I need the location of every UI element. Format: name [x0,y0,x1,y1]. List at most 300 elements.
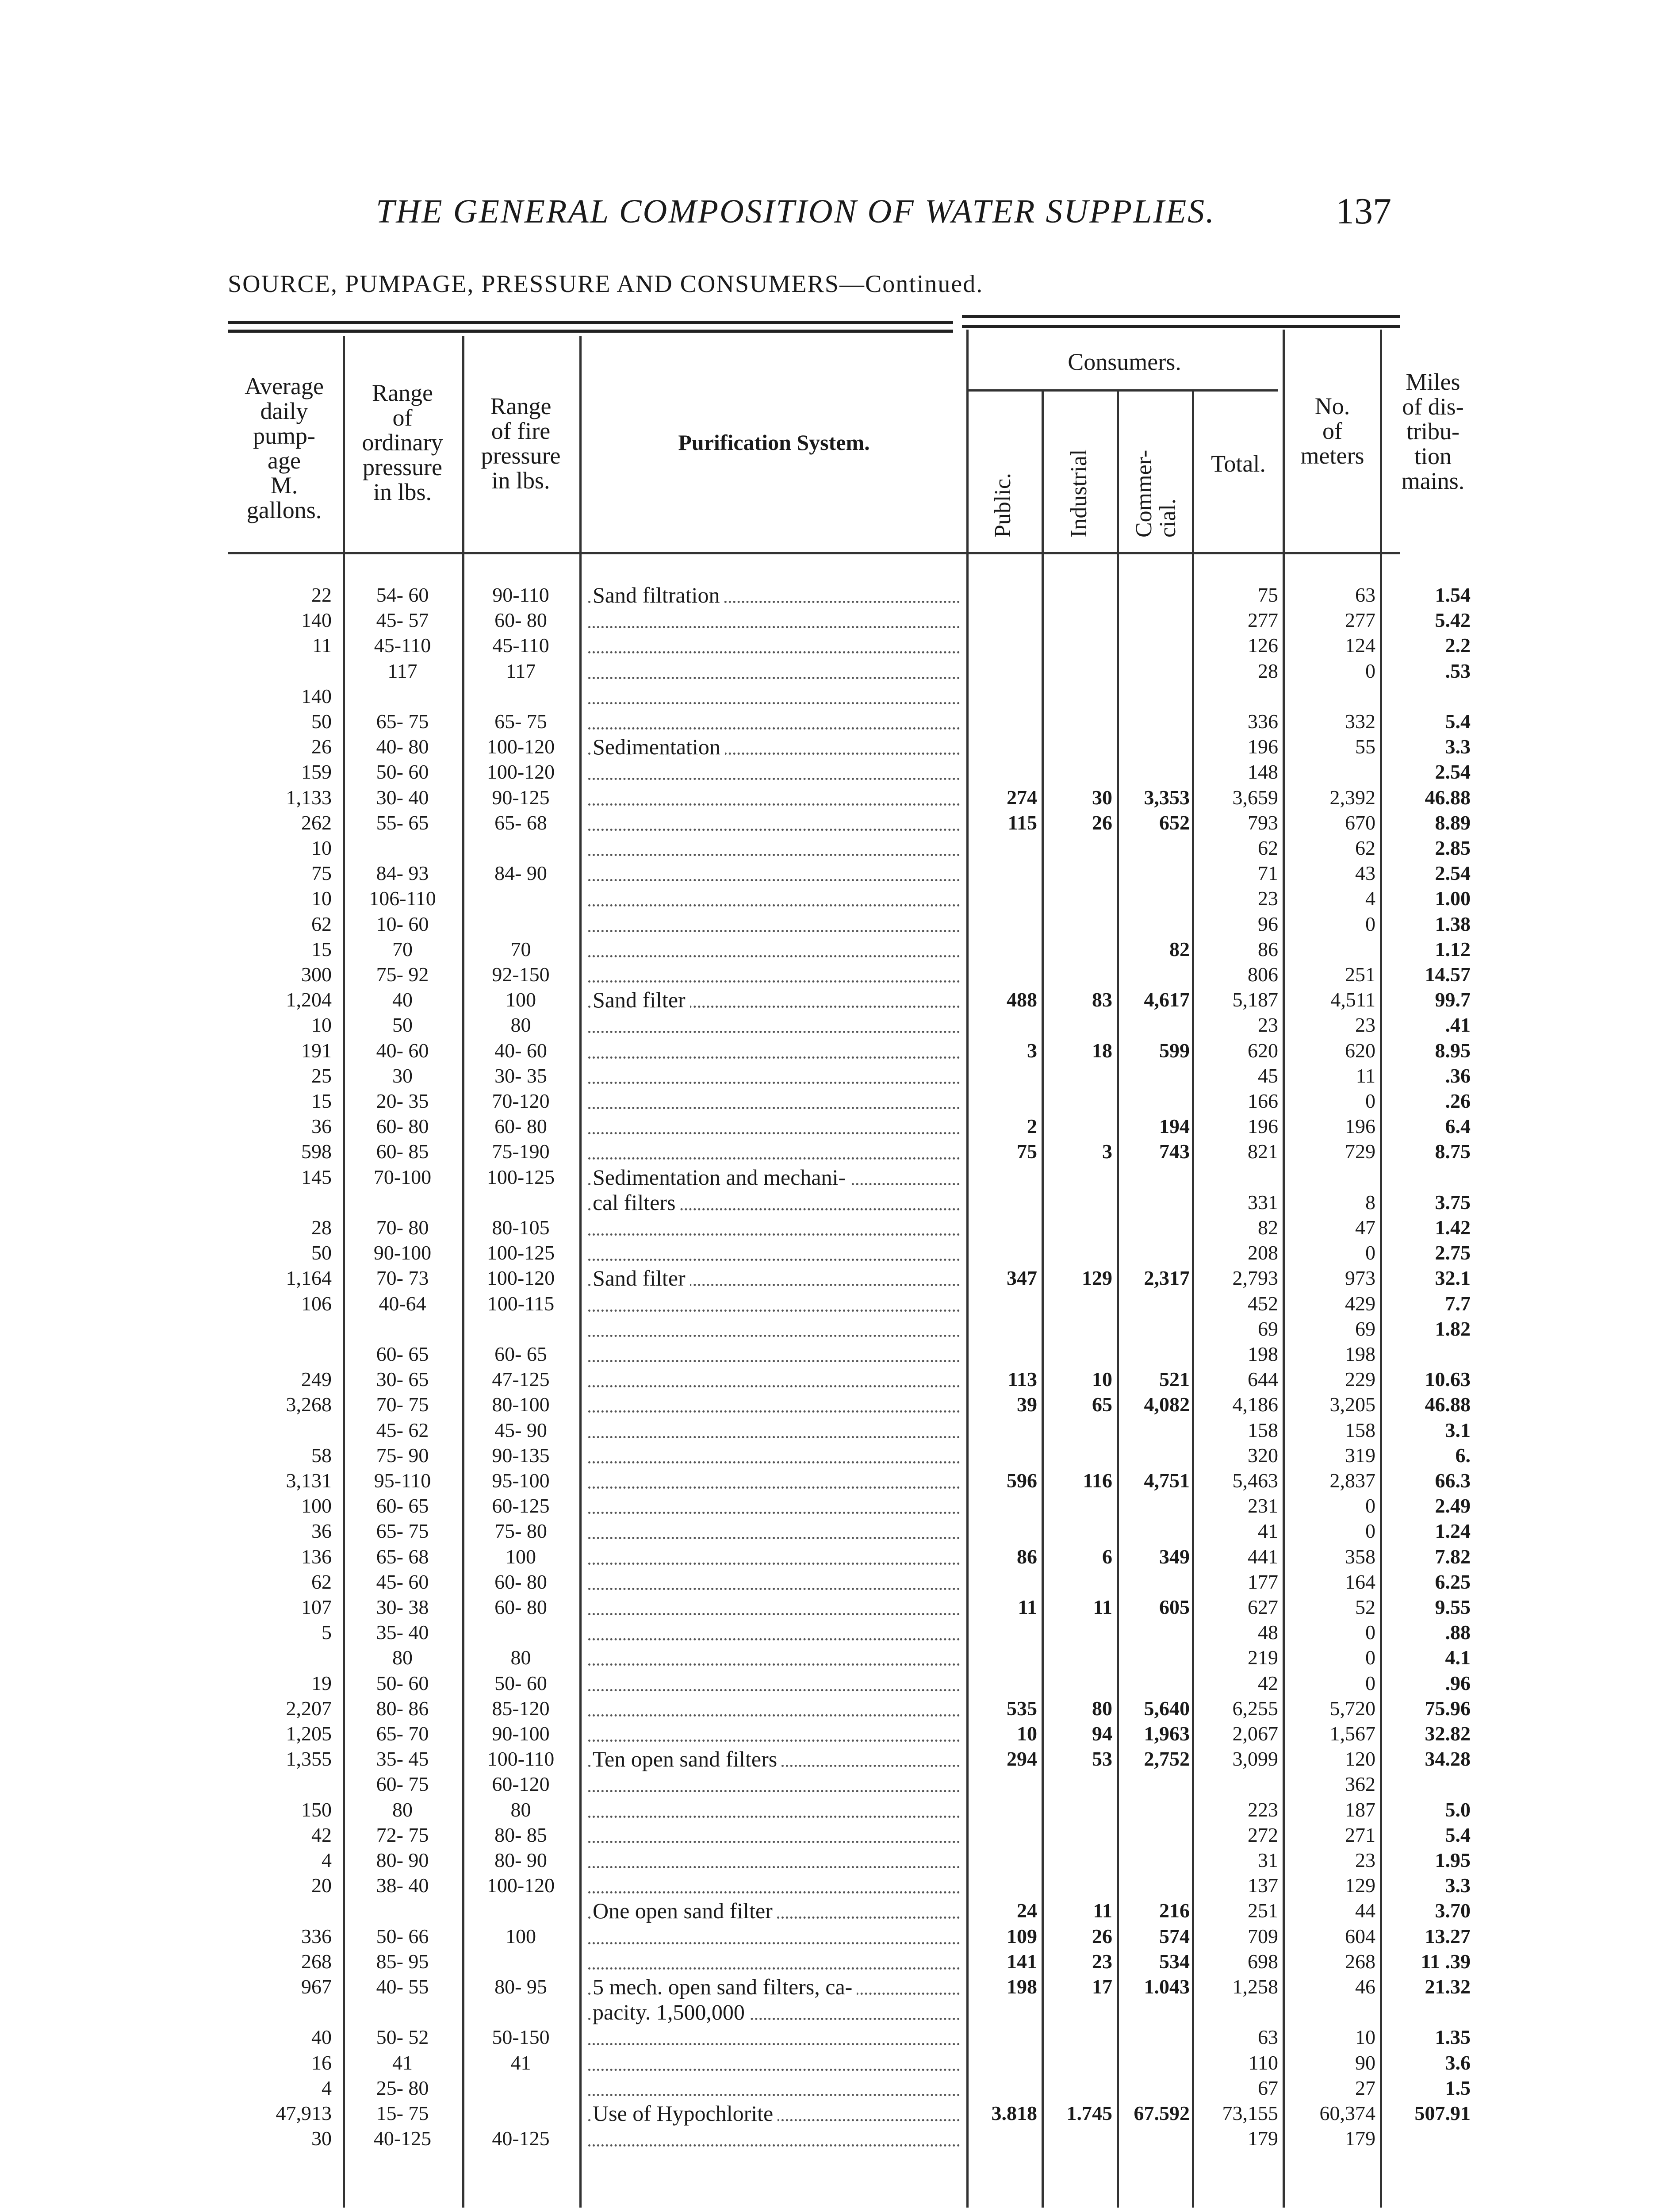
cell-ordinary: 60- 75 [376,1773,429,1796]
cell-commercial: 216 [1159,1899,1190,1922]
cell-miles: 8.89 [1435,811,1471,834]
cell-ordinary: 40- 55 [376,1975,429,1998]
cell-total: 126 [1248,634,1278,657]
cell-ordinary: 117 [387,659,418,682]
cell-commercial: 652 [1159,811,1190,834]
cell-ordinary: 80- 90 [376,1849,429,1871]
cell-meters: 362 [1345,1773,1375,1796]
cell-miles: 1.12 [1435,937,1471,960]
cell-meters: 47 [1355,1216,1375,1239]
cell-public: 141 [1007,1950,1037,1973]
cell-meters: 69 [1355,1317,1375,1340]
cell-miles: 2.75 [1435,1241,1471,1264]
cell-public: 347 [1007,1267,1037,1290]
cell-industrial: 80 [1092,1697,1112,1720]
cell-fire: 70-120 [492,1090,550,1112]
cell-total: 31 [1258,1849,1278,1871]
cell-total: 2,067 [1232,1722,1278,1745]
cell-meters: 271 [1345,1823,1375,1846]
cell-meters: 268 [1345,1950,1375,1973]
cell-meters: 332 [1345,710,1375,733]
dot-leader [588,1107,960,1109]
cell-total: 644 [1248,1368,1278,1391]
cell-pumpage: 62 [311,912,332,935]
cell-total: 28 [1258,659,1278,682]
cell-miles: .88 [1445,1621,1471,1644]
cell-total: 331 [1248,1190,1278,1214]
cell-fire: 80- 85 [494,1823,547,1846]
cell-miles: 46.88 [1425,1393,1471,1416]
cell-pumpage: 50 [311,1241,332,1264]
dot-leader [588,1056,960,1059]
cell-public: 113 [1007,1368,1037,1391]
cell-pumpage: 4 [322,1849,332,1871]
cell-total: 48 [1258,1621,1278,1644]
cell-purification: Sand filter [593,1267,690,1289]
cell-pumpage: 4 [322,2076,332,2099]
cell-pumpage: 145 [301,1165,332,1188]
cell-ordinary: 84- 93 [376,862,429,885]
cell-purification: cal filters [593,1191,680,1214]
cell-fire: 60- 80 [494,1115,547,1138]
cell-miles: 32.1 [1435,1267,1471,1290]
cell-fire: 100-125 [486,1241,555,1264]
cell-miles: 13.27 [1425,1924,1471,1947]
cell-fire: 117 [506,659,536,682]
cell-commercial: 82 [1169,937,1190,960]
cell-meters: 90 [1355,2051,1375,2074]
cell-purification: pacity. 1,500,000 [593,2001,749,2023]
cell-fire: 100-120 [486,1874,555,1897]
cell-ordinary: 70-100 [373,1165,432,1188]
cell-public: 274 [1007,786,1037,809]
cell-public: 596 [1007,1469,1037,1492]
cell-pumpage: 47,913 [276,2102,332,2124]
header-purification-system: Purification System. [678,430,870,455]
cell-fire: 60- 80 [494,1570,547,1593]
cell-meters: 0 [1365,1241,1375,1264]
cell-meters: 973 [1345,1267,1375,1290]
cell-fire: 45- 90 [494,1418,547,1441]
cell-commercial: 4,751 [1144,1469,1190,1492]
cell-fire: 30- 35 [494,1064,547,1087]
cell-total: 320 [1248,1444,1278,1467]
cell-miles: 3.75 [1435,1190,1471,1214]
cell-pumpage: 15 [311,1090,332,1112]
cell-miles: 2.54 [1435,862,1471,885]
cell-total: 4,186 [1232,1393,1278,1416]
cell-pumpage: 1,164 [286,1267,332,1290]
cell-miles: 8.75 [1435,1140,1471,1163]
cell-fire: 65- 68 [494,811,547,834]
cell-miles: 2.54 [1435,760,1471,783]
cell-meters: 358 [1345,1545,1375,1568]
cell-total: 73,155 [1222,2102,1278,2124]
cell-fire: 80 [510,1014,531,1037]
cell-total: 219 [1248,1646,1278,1669]
cell-total: 196 [1248,735,1278,758]
header-industrial: Industrial [1066,449,1092,538]
cell-miles: 1.35 [1435,2026,1471,2049]
cell-meters: 52 [1355,1596,1375,1618]
dot-leader [588,1385,960,1387]
cell-commercial: 534 [1159,1950,1190,1973]
header-pumpage: Average daily pump- age M. gallons. [245,373,324,523]
cell-miles: 1.38 [1435,912,1471,935]
cell-pumpage: 2,207 [286,1697,332,1720]
cell-ordinary: 70- 75 [376,1393,429,1416]
cell-public: 3.818 [991,2102,1037,2124]
cell-total: 709 [1248,1924,1278,1947]
cell-meters: 124 [1345,634,1375,657]
dot-leader [588,1866,960,1868]
cell-commercial: 599 [1159,1039,1190,1062]
cell-meters: 63 [1355,584,1375,606]
cell-public: 115 [1007,811,1037,834]
cell-pumpage: 5 [322,1621,332,1644]
dot-leader [588,702,960,704]
cell-commercial: 2,752 [1144,1747,1190,1770]
cell-pumpage: 150 [301,1798,332,1821]
cell-public: 11 [1018,1596,1037,1618]
cell-pumpage: 107 [301,1596,332,1618]
cell-pumpage: 11 [312,634,332,657]
cell-ordinary: 95-110 [374,1469,431,1492]
cell-fire: 47-125 [492,1368,550,1391]
cell-purification: 5 mech. open sand filters, ca- [593,1976,857,1998]
cell-meters: 8 [1365,1190,1375,1214]
dot-leader [588,1461,960,1463]
header-commercial: Commer-cial. [1131,449,1180,538]
cell-public: 39 [1017,1393,1037,1416]
cell-fire: 90-125 [492,786,550,809]
cell-miles: 14.57 [1425,963,1471,986]
dot-leader [588,930,960,932]
cell-miles: 3.3 [1445,1874,1471,1897]
cell-ordinary: 30 [392,1064,413,1087]
cell-total: 272 [1248,1823,1278,1846]
cell-ordinary: 70 [392,937,413,960]
cell-miles: 3.3 [1445,735,1471,758]
cell-fire: 80- 95 [494,1975,547,1998]
cell-total: 277 [1248,609,1278,632]
cell-fire: 100-120 [486,1267,555,1290]
cell-ordinary: 50 [392,1014,413,1037]
cell-industrial: 3 [1102,1140,1112,1163]
cell-total: 69 [1258,1317,1278,1340]
cell-purification: Sedimentation [593,736,725,758]
cell-public: 24 [1017,1899,1037,1922]
cell-fire: 80 [510,1798,531,1821]
cell-public: 2 [1027,1115,1037,1138]
cell-miles: 99.7 [1435,988,1471,1011]
cell-ordinary: 30- 38 [376,1596,429,1618]
cell-meters: 120 [1345,1747,1375,1770]
cell-meters: 46 [1355,1975,1375,1998]
cell-total: 452 [1248,1292,1278,1315]
cell-pumpage: 58 [311,1444,332,1467]
cell-pumpage: 100 [301,1494,332,1517]
header-meters: No. of meters [1300,393,1364,469]
cell-miles: 8.95 [1435,1039,1471,1062]
cell-meters: 319 [1345,1444,1375,1467]
cell-pumpage: 19 [311,1671,332,1694]
cell-miles: 5.0 [1445,1798,1471,1821]
dot-leader [588,904,960,906]
dot-leader [588,2094,960,2096]
cell-commercial: 1.043 [1144,1975,1190,1998]
cell-ordinary: 40-125 [373,2127,432,2150]
cell-pumpage: 300 [301,963,332,986]
cell-meters: 2,392 [1329,786,1375,809]
cell-miles: 3.1 [1445,1418,1471,1441]
cell-pumpage: 10 [311,1014,332,1037]
cell-pumpage: 15 [311,937,332,960]
cell-ordinary: 75- 92 [376,963,429,986]
cell-commercial: 2,317 [1144,1267,1190,1290]
cell-miles: .26 [1445,1090,1471,1112]
cell-commercial: 574 [1159,1924,1190,1947]
cell-total: 41 [1258,1520,1278,1543]
dot-leader [588,854,960,856]
cell-ordinary: 25- 80 [376,2076,429,2099]
cell-pumpage: 262 [301,811,332,834]
cell-miles: 34.28 [1425,1747,1471,1770]
cell-fire: 70 [510,937,531,960]
cell-meters: 251 [1345,963,1375,986]
cell-fire: 85-120 [492,1697,550,1720]
cell-total: 251 [1248,1899,1278,1922]
cell-fire: 75- 80 [494,1520,547,1543]
cell-miles: 66.3 [1435,1469,1471,1492]
cell-fire: 92-150 [492,963,550,986]
cell-commercial: 349 [1159,1545,1190,1568]
cell-fire: 60-120 [492,1773,550,1796]
cell-total: 71 [1258,862,1278,885]
cell-miles: 6.4 [1445,1115,1471,1138]
cell-public: 109 [1007,1924,1037,1947]
cell-pumpage: 40 [311,2026,332,2049]
dot-leader [588,879,960,881]
cell-total: 82 [1258,1216,1278,1239]
cell-ordinary: 45- 60 [376,1570,429,1593]
cell-fire: 60- 65 [494,1343,547,1365]
dot-leader [588,1663,960,1666]
cell-miles: .96 [1445,1671,1471,1694]
cell-pumpage: 1,355 [286,1747,332,1770]
cell-ordinary: 35- 45 [376,1747,429,1770]
cell-total: 177 [1248,1570,1278,1593]
header-total: Total. [1211,450,1266,477]
dot-leader [588,803,960,806]
dot-leader [588,1132,960,1134]
cell-total: 166 [1248,1090,1278,1112]
cell-public: 10 [1017,1722,1037,1745]
cell-fire: 90-135 [492,1444,550,1467]
cell-total: 75 [1258,584,1278,606]
cell-pumpage: 191 [301,1039,332,1062]
cell-miles: 46.88 [1425,786,1471,809]
cell-ordinary: 10- 60 [376,912,429,935]
cell-total: 148 [1248,760,1278,783]
dot-leader [588,1360,960,1362]
running-head: THE GENERAL COMPOSITION OF WATER SUPPLIES. [376,193,1216,230]
cell-meters: 670 [1345,811,1375,834]
cell-purification: Use of Hypochlorite [593,2102,778,2124]
cell-commercial: 605 [1159,1596,1190,1618]
dot-leader [588,1942,960,1944]
cell-ordinary: 40-64 [379,1292,426,1315]
cell-ordinary: 45- 57 [376,609,429,632]
cell-ordinary: 55- 65 [376,811,429,834]
cell-public: 3 [1027,1039,1037,1062]
cell-miles: 1.00 [1435,887,1471,910]
cell-public: 488 [1007,988,1037,1011]
dot-leader [588,1588,960,1590]
cell-meters: 179 [1345,2127,1375,2150]
cell-pumpage: 598 [301,1140,332,1163]
dot-leader [588,1563,960,1565]
cell-meters: 604 [1345,1924,1375,1947]
cell-fire: 100-120 [486,735,555,758]
dot-leader [588,1310,960,1312]
cell-fire: 100-125 [486,1165,555,1188]
cell-purification: Sand filter [593,989,690,1011]
dot-leader [588,1638,960,1640]
cell-miles: 4.1 [1445,1646,1471,1669]
cell-total: 5,187 [1232,988,1278,1011]
cell-pumpage: 50 [311,710,332,733]
cell-miles: 7.7 [1445,1292,1471,1315]
cell-fire: 60-125 [492,1494,550,1517]
cell-fire: 84- 90 [494,862,547,885]
cell-miles: 5.4 [1445,710,1471,733]
cell-ordinary: 65- 68 [376,1545,429,1568]
cell-purification: Sand filtration [593,584,724,606]
cell-commercial: 3,353 [1144,786,1190,809]
cell-ordinary: 70- 73 [376,1267,429,1290]
cell-total: 67 [1258,2076,1278,2099]
cell-meters: 0 [1365,912,1375,935]
cell-ordinary: 54- 60 [376,584,429,606]
cell-fire: 40- 60 [494,1039,547,1062]
cell-meters: 11 [1356,1064,1375,1087]
cell-pumpage: 140 [301,609,332,632]
cell-ordinary: 50- 66 [376,1924,429,1947]
cell-commercial: 67.592 [1134,2102,1190,2124]
cell-pumpage: 3,268 [286,1393,332,1416]
cell-miles: 5.42 [1435,609,1471,632]
dot-leader [588,1486,960,1489]
page-number: 137 [1336,191,1391,232]
dot-leader [588,1816,960,1818]
cell-pumpage: 25 [311,1064,332,1087]
cell-total: 1,258 [1232,1975,1278,1998]
cell-industrial: 6 [1102,1545,1112,1568]
dot-leader [588,677,960,679]
cell-total: 620 [1248,1039,1278,1062]
dot-leader [588,1689,960,1691]
cell-fire: 45-110 [492,634,549,657]
dot-leader [588,2043,960,2045]
cell-total: 45 [1258,1064,1278,1087]
cell-fire: 100-110 [487,1747,555,1770]
cell-total: 86 [1258,937,1278,960]
cell-fire: 60- 80 [494,1596,547,1618]
cell-fire: 90-110 [492,584,549,606]
dot-leader [588,1233,960,1236]
cell-pumpage: 20 [311,1874,332,1897]
cell-total: 196 [1248,1115,1278,1138]
cell-total: 179 [1248,2127,1278,2150]
cell-pumpage: 28 [311,1216,332,1239]
cell-pumpage: 10 [311,837,332,859]
cell-ordinary: 60- 65 [376,1494,429,1517]
cell-industrial: 129 [1082,1267,1112,1290]
cell-ordinary: 65- 70 [376,1722,429,1745]
dot-leader [588,1031,960,1033]
cell-total: 231 [1248,1494,1278,1517]
cell-fire: 80-105 [492,1216,550,1239]
cell-meters: 0 [1365,1621,1375,1644]
cell-industrial: 1.745 [1066,2102,1112,2124]
dot-leader [588,1512,960,1514]
cell-ordinary: 35- 40 [376,1621,429,1644]
cell-miles: 6.25 [1435,1570,1471,1593]
cell-meters: 0 [1365,1671,1375,1694]
cell-total: 2,793 [1232,1267,1278,1290]
cell-pumpage: 36 [311,1115,332,1138]
cell-ordinary: 65- 75 [376,1520,429,1543]
cell-pumpage: 36 [311,1520,332,1543]
cell-pumpage: 136 [301,1545,332,1568]
cell-fire: 41 [510,2051,531,2074]
cell-miles: 5.4 [1445,1823,1471,1846]
cell-total: 63 [1258,2026,1278,2049]
dot-leader [588,2144,960,2147]
cell-pumpage: 967 [301,1975,332,1998]
cell-miles: 507.91 [1414,2102,1471,2124]
cell-meters: 1,567 [1329,1722,1375,1745]
cell-fire: 90-100 [492,1722,550,1745]
cell-miles: 3.70 [1435,1899,1471,1922]
cell-meters: 2,837 [1329,1469,1375,1492]
cell-fire: 100 [506,1924,536,1947]
cell-industrial: 94 [1092,1722,1112,1745]
cell-pumpage: 1,204 [286,988,332,1011]
cell-meters: 0 [1365,1090,1375,1112]
cell-pumpage: 22 [311,584,332,606]
cell-ordinary: 70- 80 [376,1216,429,1239]
cell-meters: 129 [1345,1874,1375,1897]
cell-fire: 100 [506,988,536,1011]
cell-industrial: 83 [1092,988,1112,1011]
cell-ordinary: 75- 90 [376,1444,429,1467]
cell-total: 23 [1258,887,1278,910]
cell-meters: 277 [1345,609,1375,632]
cell-public: 75 [1017,1140,1037,1163]
cell-industrial: 26 [1092,811,1112,834]
cell-commercial: 521 [1159,1368,1190,1391]
cell-ordinary: 80 [392,1798,413,1821]
cell-fire: 80 [510,1646,531,1669]
dot-leader [588,980,960,983]
dot-leader [588,1335,960,1337]
cell-total: 3,659 [1232,786,1278,809]
cell-total: 5,463 [1232,1469,1278,1492]
cell-miles: 75.96 [1425,1697,1471,1720]
table-caption: SOURCE, PUMPAGE, PRESSURE AND CONSUMERS—Continued. [228,270,984,298]
